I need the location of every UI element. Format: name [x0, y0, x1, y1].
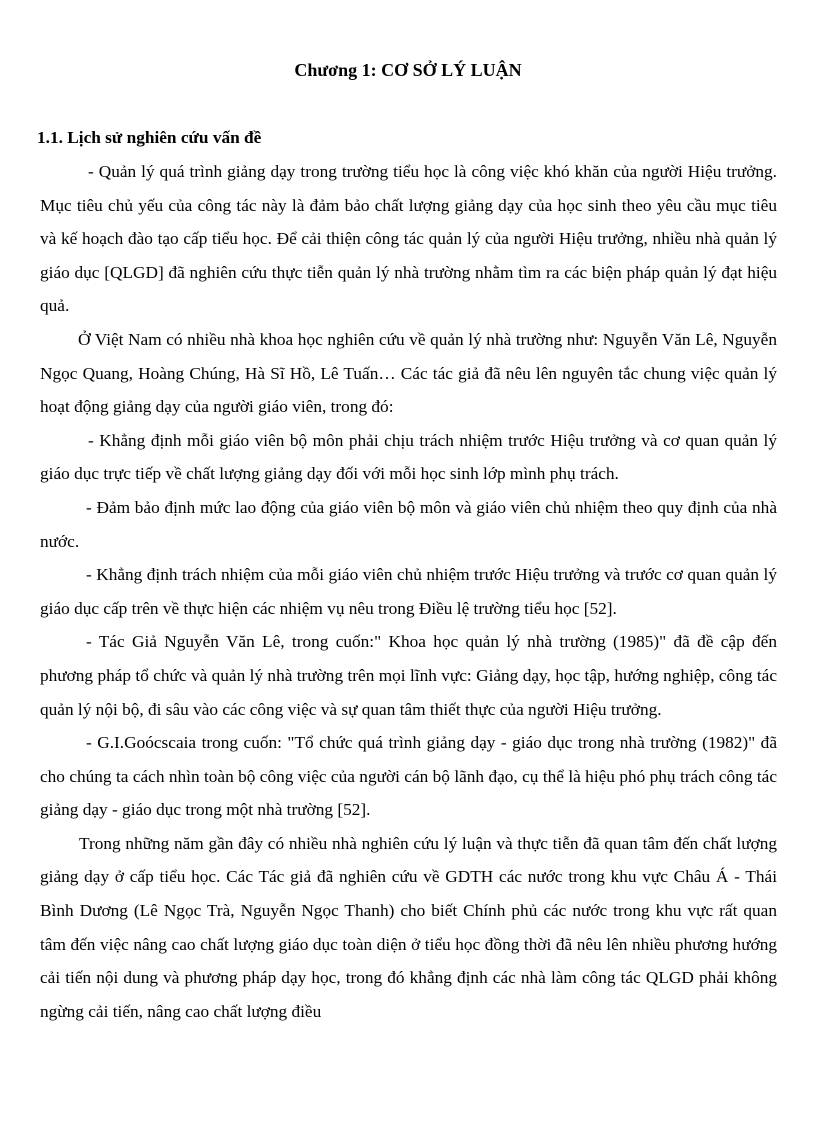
- paragraph: - Đảm bảo định mức lao động của giáo viên bộ môn và giáo viên chủ nhiệm theo quy định của nhà nước.: [40, 497, 777, 551]
- paragraph: - Quản lý quá trình giảng dạy trong trường tiểu học là công việc khó khăn của người Hiệu trưởng. Mục tiêu chủ yếu của công tác này là đảm bảo chất lượng giảng dạy của học sinh theo yêu cầu mục tiêu và kế hoạch đào tạo cấp tiểu học. Để cải thiện công tác quản lý của người Hiệu trưởng, nhiều nhà quản lý giáo dục [QLGD] đã nghiên cứu thực tiễn quản lý nhà trường nhằm tìm ra các biện pháp quản lý đạt hiệu quả.: [40, 162, 777, 316]
- paragraph: - G.I.Goócscaia trong cuốn: "Tổ chức quá trình giảng dạy - giáo dục trong nhà trường (1982)" đã cho chúng ta cách nhìn toàn bộ công việc của người cán bộ lãnh đạo, cụ thể là hiệu phó phụ trách công tác giảng dạy - giáo dục trong một nhà trường [52].: [40, 733, 777, 820]
- paragraph: - Khẳng định trách nhiệm của mỗi giáo viên chủ nhiệm trước Hiệu trưởng và trước cơ quan quản lý giáo dục cấp trên về thực hiện các nhiệm vụ nêu trong Điều lệ trường tiểu học [52].: [40, 565, 777, 618]
- section-heading: 1.1. Lịch sử nghiên cứu vấn đề: [37, 128, 262, 147]
- paragraph: - Tác Giả Nguyễn Văn Lê, trong cuốn:" Khoa học quản lý nhà trường (1985)" đã đề cập đến phương pháp tổ chức và quản lý nhà trường trên mọi lĩnh vực: Giảng dạy, học tập, hướng nghiệp, công tác quản lý nội bộ, đi sâu vào các công việc và sự quan tâm thiết thực của người Hiệu trưởng.: [40, 632, 777, 719]
- chapter-title: Chương 1: CƠ SỞ LÝ LUẬN: [294, 60, 522, 80]
- paragraph: Ở Việt Nam có nhiều nhà khoa học nghiên cứu về quản lý nhà trường như: Nguyễn Văn Lê, Nguyễn Ngọc Quang, Hoàng Chúng, Hà Sĩ Hồ, Lê Tuấn… Các tác giả đã nêu lên nguyên tắc chung việc quản lý hoạt động giảng dạy của người giáo viên, trong đó:: [40, 329, 777, 417]
- paragraph: - Khẳng định mỗi giáo viên bộ môn phải chịu trách nhiệm trước Hiệu trưởng và cơ quan quản lý giáo dục trực tiếp về chất lượng giảng dạy đối với mỗi học sinh lớp mình phụ trách.: [40, 430, 777, 484]
- paragraph: Trong những năm gần đây có nhiều nhà nghiên cứu lý luận và thực tiễn đã quan tâm đến chất lượng giảng dạy ở cấp tiểu học. Các Tác giả đã nghiên cứu về GDTH các nước trong khu vực Châu Á - Thái Bình Dương (Lê Ngọc Trà, Nguyễn Ngọc Thanh) cho biết Chính phủ các nước trong khu vực rất quan tâm đến việc nâng cao chất lượng giáo dục toàn diện ở tiểu học đồng thời đã nêu lên nhiều phương hướng cải tiến nội dung và phương pháp dạy học, trong đó khẳng định các nhà làm công tác QLGD phải không ngừng cải tiến, nâng cao chất lượng điều: [40, 833, 777, 1021]
- document-body: [40, 155, 777, 1028]
